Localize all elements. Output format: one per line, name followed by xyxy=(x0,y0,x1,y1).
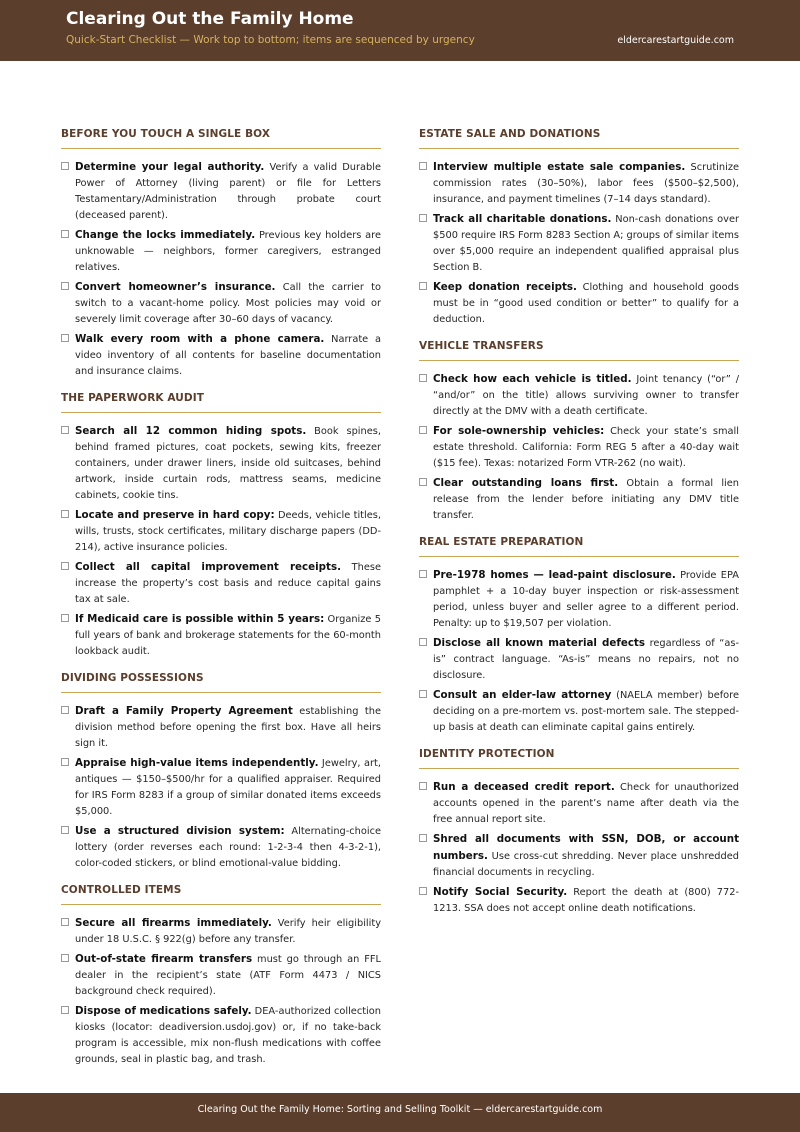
section-title: CONTROLLED ITEMS xyxy=(61,884,381,905)
checkbox-icon[interactable] xyxy=(419,834,427,842)
item-text xyxy=(75,159,381,224)
item-text xyxy=(433,211,739,276)
checkbox-icon[interactable] xyxy=(419,282,427,290)
checkbox-icon[interactable] xyxy=(61,510,69,518)
item-text xyxy=(433,635,739,684)
item-lead: Dispose of medications safely. xyxy=(75,1005,252,1017)
checklist-item xyxy=(419,567,739,632)
checklist-section xyxy=(61,392,381,660)
item-body: Previous key holders are unknowable — neighbors, former caregivers, estranged relatives. xyxy=(75,230,381,273)
checkbox-icon[interactable] xyxy=(419,426,427,434)
checkbox-icon[interactable] xyxy=(61,758,69,766)
page-subtitle: Quick-Start Checklist — Work top to bottom; items are sequenced by urgency xyxy=(66,34,475,46)
item-body: Organize 5 full years of bank and brokerage statements for the 60-month lookback audit. xyxy=(75,614,381,657)
item-text xyxy=(433,567,739,632)
checklist-item xyxy=(419,211,739,276)
checklist-section xyxy=(419,340,739,524)
item-lead: Check how each vehicle is titled. xyxy=(433,373,632,385)
item-text xyxy=(75,703,381,752)
checklist-section xyxy=(61,884,381,1068)
checkbox-icon[interactable] xyxy=(419,478,427,486)
checklist-item xyxy=(61,823,381,872)
checkbox-icon[interactable] xyxy=(419,782,427,790)
item-body: Call the carrier to switch to a vacant-home policy. Most policies may void or severely limit coverage after 30–60 days of vacancy. xyxy=(75,282,381,325)
checklist-section xyxy=(419,128,739,328)
item-body: Provide EPA pamphlet + a 10-day buyer inspection or risk-assessment period, unless buyer and seller agree to a different period. Penalty: up to $19,507 per violation. xyxy=(433,570,739,629)
item-body: Verify a valid Durable Power of Attorney (living parent) or file for Letters Testamentary/Administration through probate court (deceased parent). xyxy=(75,162,382,221)
checkbox-icon[interactable] xyxy=(61,614,69,622)
item-text xyxy=(75,1003,381,1068)
item-lead: Run a deceased credit report. xyxy=(433,781,615,793)
checkbox-icon[interactable] xyxy=(61,334,69,342)
checklist-item xyxy=(419,779,739,828)
checkbox-icon[interactable] xyxy=(61,706,69,714)
checklist-item xyxy=(61,227,381,276)
item-text xyxy=(75,915,381,948)
checkbox-icon[interactable] xyxy=(61,282,69,290)
checklist-item xyxy=(61,915,381,948)
checkbox-icon[interactable] xyxy=(419,214,427,222)
item-text xyxy=(75,611,381,660)
item-text xyxy=(75,423,381,504)
item-lead: Locate and preserve in hard copy: xyxy=(75,509,275,521)
checkbox-icon[interactable] xyxy=(61,562,69,570)
checklist-item xyxy=(61,559,381,608)
item-lead: Notify Social Security. xyxy=(433,886,568,898)
section-title: REAL ESTATE PREPARATION xyxy=(419,536,739,557)
checklist-item xyxy=(61,331,381,380)
checkbox-icon[interactable] xyxy=(61,1006,69,1014)
checkbox-icon[interactable] xyxy=(419,374,427,382)
item-lead: Shred all documents with SSN, DOB, or account numbers. xyxy=(433,833,739,862)
section-title: IDENTITY PROTECTION xyxy=(419,748,739,769)
checklist-item xyxy=(61,951,381,1000)
item-lead: Appraise high-value items independently. xyxy=(75,757,319,769)
checkbox-icon[interactable] xyxy=(61,918,69,926)
checkbox-icon[interactable] xyxy=(419,638,427,646)
item-lead: Change the locks immediately. xyxy=(75,229,256,241)
right-column xyxy=(419,128,739,929)
section-title: BEFORE YOU TOUCH A SINGLE BOX xyxy=(61,128,381,149)
checklist-section xyxy=(419,748,739,917)
item-lead: Determine your legal authority. xyxy=(75,161,265,173)
item-text xyxy=(433,279,739,328)
checklist-item xyxy=(61,279,381,328)
item-text xyxy=(75,331,381,380)
checklist-item xyxy=(419,159,739,208)
checkbox-icon[interactable] xyxy=(61,230,69,238)
item-body: Check for unauthorized accounts opened in the parent’s name after death via the free annual report site. xyxy=(433,782,739,825)
item-text xyxy=(75,951,381,1000)
header-site-link[interactable]: eldercarestartguide.com xyxy=(617,35,734,46)
item-text xyxy=(433,687,739,736)
item-text xyxy=(75,823,381,872)
item-body: Alternating-choice lottery (order reverses each round: 1-2-3-4 then 4-3-2-1), color-coded stickers, or blind emotional-value bidding. xyxy=(75,826,382,869)
section-title: ESTATE SALE AND DONATIONS xyxy=(419,128,739,149)
item-lead: Out-of-state firearm transfers xyxy=(75,953,253,965)
item-lead: Convert homeowner’s insurance. xyxy=(75,281,276,293)
footer-bar xyxy=(0,1093,800,1132)
item-body: Check your state’s small estate threshold. California: Form REG 5 after a 40-day wait ($15 fee). Texas: notarized Form VTR-262 (no wait). xyxy=(433,426,739,469)
item-text xyxy=(433,779,739,828)
item-lead: For sole-ownership vehicles: xyxy=(433,425,605,437)
item-body: establishing the division method before opening the first box. Have all heirs sign it. xyxy=(75,706,381,749)
checklist-section xyxy=(61,128,381,380)
item-body: Verify heir eligibility under 18 U.S.C. § 922(g) before any transfer. xyxy=(75,918,382,945)
item-body: (NAELA member) before deciding on a pre-mortem vs. post-mortem sale. The stepped-up basis at death can eliminate capital gains entirely. xyxy=(433,690,740,733)
checkbox-icon[interactable] xyxy=(61,162,69,170)
item-lead: Interview multiple estate sale companies. xyxy=(433,161,686,173)
item-lead: If Medicaid care is possible within 5 years: xyxy=(75,613,325,625)
checklist-item xyxy=(419,279,739,328)
checklist-item xyxy=(61,703,381,752)
item-text xyxy=(433,475,739,524)
item-body: These increase the property’s cost basis and reduce capital gains tax at sale. xyxy=(75,562,382,605)
checklist-item xyxy=(61,423,381,504)
checkbox-icon[interactable] xyxy=(419,690,427,698)
item-lead: Pre-1978 homes — lead-paint disclosure. xyxy=(433,569,676,581)
checklist-item xyxy=(419,475,739,524)
checklist-item xyxy=(419,635,739,684)
item-body: Book spines, behind framed pictures, coat pockets, sewing kits, freezer containers, under drawer liners, inside old suitcases, behind artwork, inside curtain rods, mattress seams, medicine cabinets, cookie tins. xyxy=(75,426,381,501)
item-body: Obtain a formal lien release from the lender before initiating any DMV title transfer. xyxy=(433,478,740,521)
checkbox-icon[interactable] xyxy=(419,570,427,578)
footer-text: Clearing Out the Family Home: Sorting and Selling Toolkit — eldercarestartguide.com xyxy=(197,1104,603,1115)
checkbox-icon[interactable] xyxy=(61,954,69,962)
item-lead: Disclose all known material defects xyxy=(433,637,645,649)
item-body: Narrate a video inventory of all contents for baseline documentation and insurance claims. xyxy=(75,334,381,377)
checklist-item xyxy=(61,755,381,820)
checkbox-icon[interactable] xyxy=(419,887,427,895)
item-text xyxy=(75,559,381,608)
item-text xyxy=(433,159,739,208)
checklist-item xyxy=(61,159,381,224)
item-body: Jewelry, art, antiques — $150–$500/hr for a qualified appraiser. Required for IRS Form 8283 if a group of similar donated items exceeds $5,000. xyxy=(75,758,381,817)
item-text xyxy=(433,423,739,472)
checklist-item xyxy=(419,831,739,881)
item-body: Report the death at (800) 772-1213. SSA does not accept online death notifications. xyxy=(433,887,739,914)
item-lead: Collect all capital improvement receipts. xyxy=(75,561,341,573)
item-text xyxy=(433,884,739,917)
checklist-item xyxy=(419,371,739,420)
checklist-item xyxy=(419,423,739,472)
checkbox-icon[interactable] xyxy=(61,826,69,834)
item-text xyxy=(75,279,381,328)
section-title: DIVIDING POSSESSIONS xyxy=(61,672,381,693)
item-lead: Clear outstanding loans first. xyxy=(433,477,619,489)
item-lead: Consult an elder-law attorney xyxy=(433,689,612,701)
left-column xyxy=(61,128,381,1080)
item-body: must go through an FFL dealer in the recipient’s state (ATF Form 4473 / NICS background check required). xyxy=(75,954,382,997)
item-lead: Walk every room with a phone camera. xyxy=(75,333,325,345)
item-body: DEA-authorized collection kiosks (locator: deadiversion.usdoj.gov) or, if no take-back program is accessible, mix non-flush medications with coffee grounds, seal in plastic bag, and trash. xyxy=(75,1006,381,1065)
item-body: Non-cash donations over $500 require IRS Form 8283 Section A; groups of similar items over $5,000 require an independent qualified appraisal plus Section B. xyxy=(433,214,739,273)
checkbox-icon[interactable] xyxy=(61,426,69,434)
item-body: Clothing and household goods must be in “good used condition or better” to qualify for a deduction. xyxy=(433,282,739,325)
checklist-item xyxy=(419,687,739,736)
item-lead: Track all charitable donations. xyxy=(433,213,612,225)
section-title: VEHICLE TRANSFERS xyxy=(419,340,739,361)
item-text xyxy=(433,831,739,881)
checklist-section xyxy=(419,536,739,736)
item-body: regardless of “as-is” contract language. “As-is” means no repairs, not no disclosure. xyxy=(433,638,739,681)
item-lead: Keep donation receipts. xyxy=(433,281,577,293)
item-body: Deeds, vehicle titles, wills, trusts, stock certificates, military discharge papers (DD-214), active insurance policies. xyxy=(75,510,381,553)
item-text xyxy=(433,371,739,420)
item-lead: Use a structured division system: xyxy=(75,825,285,837)
checklist-section xyxy=(61,672,381,872)
item-text xyxy=(75,227,381,276)
item-body: Use cross-cut shredding. Never place unshredded financial documents in recycling. xyxy=(433,851,739,878)
checklist-item xyxy=(419,884,739,917)
item-body: Scrutinize commission rates (30–50%), labor fees ($500–$2,500), insurance, and payment timelines (7–14 days standard). xyxy=(433,162,739,205)
page-title: Clearing Out the Family Home xyxy=(66,9,354,29)
item-text xyxy=(75,755,381,820)
checklist-item xyxy=(61,507,381,556)
section-title: THE PAPERWORK AUDIT xyxy=(61,392,381,413)
item-lead: Secure all firearms immediately. xyxy=(75,917,272,929)
item-lead: Search all 12 common hiding spots. xyxy=(75,425,307,437)
item-lead: Draft a Family Property Agreement xyxy=(75,705,293,717)
header-bar xyxy=(0,0,800,61)
item-text xyxy=(75,507,381,556)
checkbox-icon[interactable] xyxy=(419,162,427,170)
checklist-item xyxy=(61,611,381,660)
checklist-item xyxy=(61,1003,381,1068)
item-body: Joint tenancy (“or” / “and/or” on the title) allows surviving owner to transfer directly at the DMV with a death certificate. xyxy=(433,374,739,417)
